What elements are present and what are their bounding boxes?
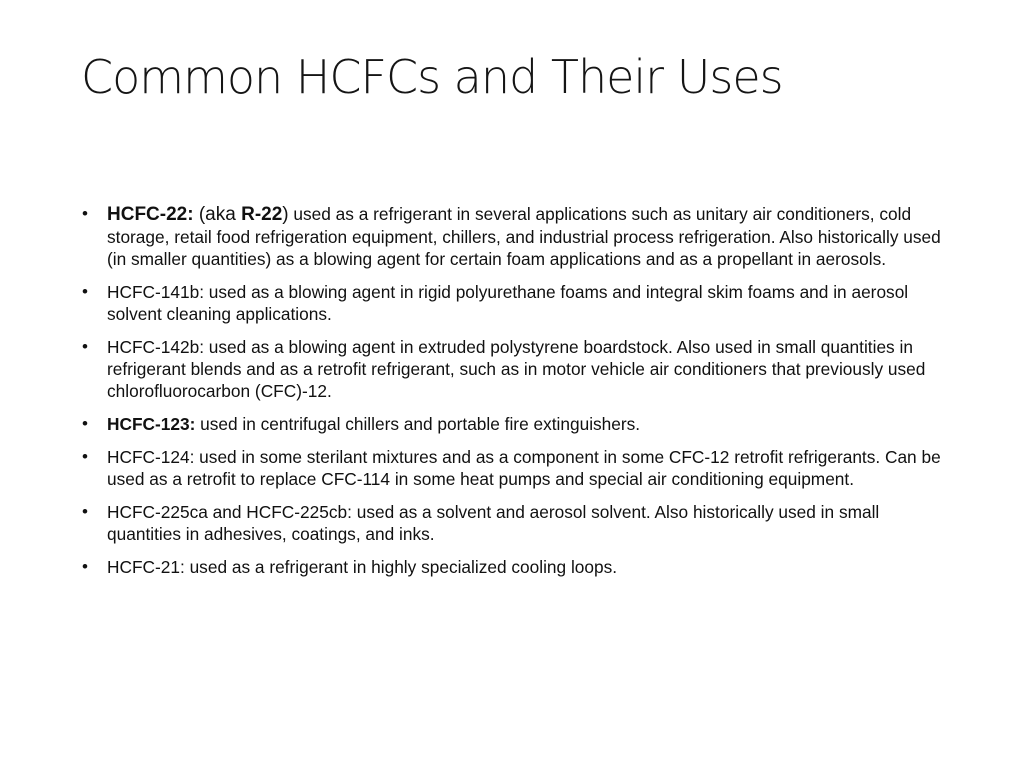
- bullet-item-hcfc-21: [80, 556, 942, 578]
- bullet-dot: •: [82, 447, 88, 466]
- bullet-aka-open: (aka: [193, 204, 242, 225]
- bullet-dot: •: [82, 557, 88, 576]
- bullet-item-hcfc-141b: [80, 281, 942, 325]
- bullet-item-hcfc-22: [80, 203, 942, 270]
- bullet-dot: •: [82, 337, 88, 356]
- slide-title: Common HCFCs and Their Uses: [81, 50, 783, 104]
- bullet-lead-hcfc-123: HCFC-123:: [107, 414, 196, 434]
- bullet-item-hcfc-124: [80, 446, 942, 490]
- bullet-dot: •: [82, 414, 88, 433]
- bullet-lead-hcfc-22: HCFC-22:: [107, 204, 194, 225]
- bullet-text-hcfc-22: used as a refrigerant in several applications such as unitary air conditioners, cold storage, retail food refrigeration equipment, chillers, and industrial process refrigeration. Also historically used (in smaller quantities) as a blowing agent for certain foam applications and as a propellant in aerosols.: [107, 204, 941, 269]
- bullet-text-hcfc-123: used in centrifugal chillers and portable fire extinguishers.: [195, 414, 641, 434]
- bullet-text-hcfc-142b: HCFC-142b: used as a blowing agent in extruded polystyrene boardstock. Also used in small quantities in refrigerant blends and as a retrofit refrigerant, such as in motor vehicle air conditioners that previously used chlorofluorocarbon (CFC)-12.: [107, 337, 926, 401]
- bullet-dot: •: [82, 502, 88, 521]
- bullet-text-hcfc-21: HCFC-21: used as a refrigerant in highly specialized cooling loops.: [107, 557, 618, 577]
- bullet-item-hcfc-123: [80, 413, 942, 435]
- bullet-item-hcfc-142b: [80, 336, 942, 402]
- bullet-dot: •: [82, 204, 88, 223]
- bullet-aka-name: R-22: [241, 204, 283, 225]
- bullet-dot: •: [82, 282, 88, 301]
- bullet-list: [80, 203, 942, 589]
- bullet-text-hcfc-124: HCFC-124: used in some sterilant mixtures and as a component in some CFC-12 retrofit refrigerants. Can be used as a retrofit to replace CFC-114 in some heat pumps and special air conditioning equipment.: [107, 447, 941, 489]
- bullet-text-hcfc-141b: HCFC-141b: used as a blowing agent in rigid polyurethane foams and integral skim foams and in aerosol solvent cleaning applications.: [107, 282, 909, 324]
- bullet-text-hcfc-225: HCFC-225ca and HCFC-225cb: used as a solvent and aerosol solvent. Also historically used in small quantities in adhesives, coatings, and inks.: [107, 502, 880, 544]
- bullet-item-hcfc-225: [80, 501, 942, 545]
- bullet-aka-close: ): [282, 204, 289, 225]
